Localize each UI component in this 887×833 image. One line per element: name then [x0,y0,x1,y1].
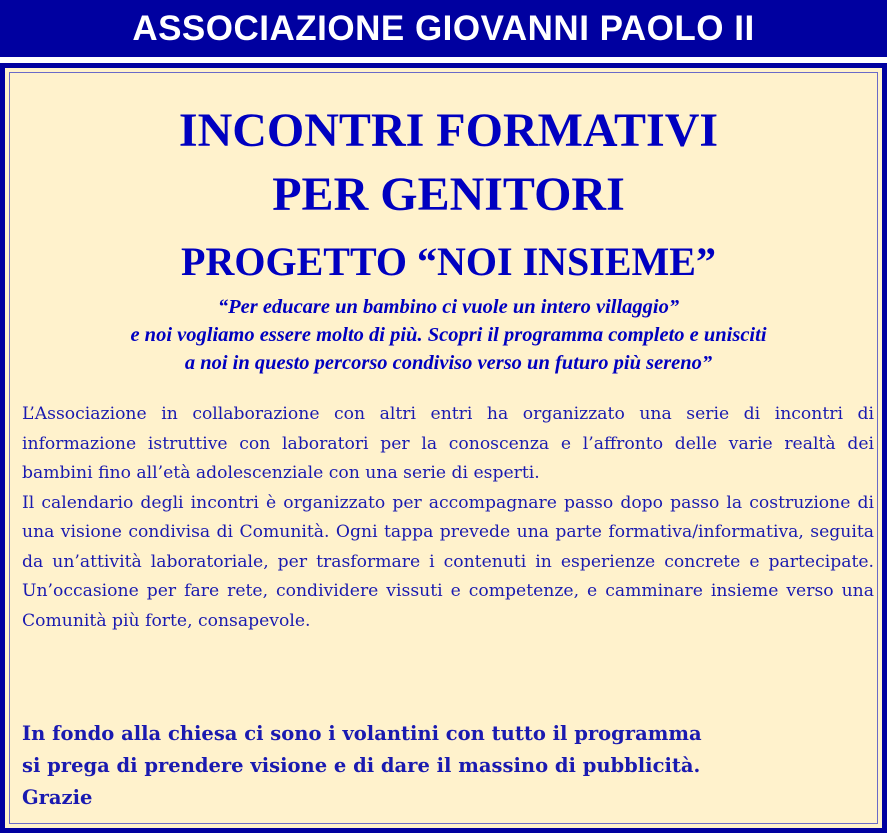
notice-line-1: In fondo alla chiesa ci sono i volantini con tutto il programma [22,722,702,745]
flyer-panel [0,63,887,833]
project-title: PROGETTO “NOI INSIEME” [181,239,716,284]
body-paragraph-1: L’Associazione in collaborazione con altri entri ha organizzato una serie di incontri di informazione istruttive con laboratori per la conoscenza e l’affronto delle varie realtà dei bambini fino all’età adolescenziale con una serie di esperti. [22,404,874,483]
title-line-1: INCONTRI FORMATIVI [178,104,719,157]
notice-line-3: Grazie [22,786,93,809]
notice-line-2: si prega di prendere visione e di dare il massino di pubblicità. [22,754,701,777]
quote-line-1: “Per educare un bambino ci vuole un intero villaggio” [217,296,680,318]
quote-block [10,293,887,377]
header-banner [0,0,887,60]
title-line-2: PER GENITORI [272,168,625,221]
quote-line-2: e noi vogliamo essere molto di più. Scopri il programma completo e unisciti [130,324,767,346]
notice-block [22,718,877,814]
inner-frame [9,72,878,824]
association-name: ASSOCIAZIONE GIOVANNI PAOLO II [132,8,755,48]
body-text [22,400,874,636]
quote-line-3: a noi in questo percorso condiviso verso un futuro più sereno” [184,352,713,374]
body-paragraph-2: Il calendario degli incontri è organizzato per accompagnare passo dopo passo la costruzione di una visione condivisa di Comunità. Ogni tappa prevede una parte formativa/informativa, seguita da un’attività laboratoriale, per trasformare i contenuti in esperienze concrete e partecipate. Un’occasione per fare rete, condividere vissuti e competenze, e camminare insieme verso una Comunità più forte, consapevole. [22,492,874,631]
